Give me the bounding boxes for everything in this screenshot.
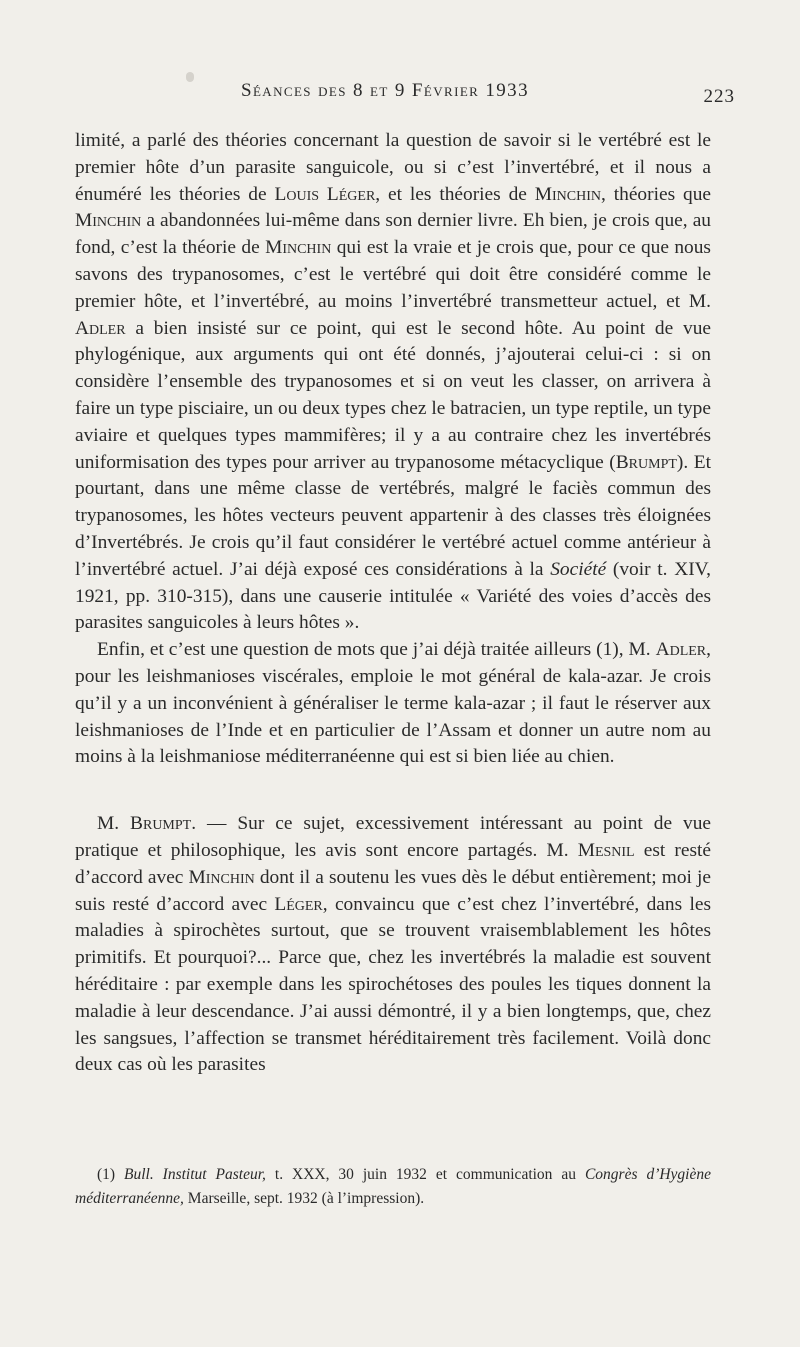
footnote-segment: Bull. Institut Pasteur,	[124, 1166, 266, 1183]
paragraph-segment: Minchin	[534, 183, 602, 205]
paragraph-segment: est resté d’accord avec	[75, 839, 712, 888]
page-header	[75, 80, 735, 114]
paragraph-segment: Léger	[274, 893, 323, 915]
paragraph-segment: Brumpt	[615, 451, 677, 473]
paragraph-3	[75, 811, 711, 1079]
footnote-segment: Marseille, sept. 1932 (à l’impression).	[183, 1190, 425, 1207]
footnotes	[75, 1163, 711, 1211]
paragraph-segment: , pour les leishmanioses viscérales, emploie le mot général de kala-azar. Je crois qu’il y a un inconvénient à généraliser le terme kala-azar ; il faut le réserver aux leishmanioses de l’Inde et en particulier de l’Assam et donner un autre nom au moins à la leishmaniose méditerranéenne qui est si bien liée au chien.	[75, 639, 711, 768]
paragraph-segment: a abandonnées lui-même dans son dernier livre. Eh bien, je crois que, au fond, c’est la théorie de	[75, 210, 711, 259]
paragraph-segment: Enfin, et c’est une question de mots que j’ai déjà traitée ailleurs (1), M.	[97, 639, 656, 661]
running-title: Séances des 8 et 9 Février 1933	[241, 80, 529, 101]
footnote-1	[75, 1163, 711, 1211]
paragraph-segment: ). Et pourtant, dans une même classe de vertébrés, malgré le faciès commun des trypanosomes, les hôtes vecteurs peuvent appartenir à des classes très éloignées d’Invertébrés. Je crois qu’il faut considérer le vertébré actuel comme antérieur à l’invertébré actuel. J’ai déjà exposé ces considérations à la	[75, 451, 711, 580]
paragraph-segment: qui est la vraie et je crois que, pour ce que nous savons des trypanosomes, c’est le vertébré qui doit être considéré comme le premier hôte, et l’invertébré, au moins l’invertébré transmetteur actuel, et M.	[75, 237, 711, 312]
body-text	[75, 128, 711, 1079]
paragraph-segment: Minchin	[265, 237, 332, 259]
paragraph-segment: limité, a parlé des théories concernant la question de savoir si le vertébré est le premier hôte d’un parasite sanguicole, ou si c’est l’invertébré, et il nous a énuméré les théories de	[75, 130, 711, 205]
paragraph-segment: Société	[550, 558, 607, 580]
paragraph-segment: , convaincu que c’est chez l’invertébré, dans les maladies à spirochètes surtout, que se trouvent vraisemblablement les hôtes primitifs. Et pourquoi?... Parce que, chez les invertébrés la maladie est souvent héréditaire : par exemple dans les spirochétoses des poules les tiques donnent la maladie à leur descendance. J’ai aussi démontré, il y a bien longtemps, que, chez les sangsues, l’affection se transmet héréditairement très facilement. Voilà donc deux cas où les parasites	[75, 893, 711, 1076]
paragraph-1	[75, 128, 711, 637]
paragraph-segment: Adler	[655, 639, 707, 661]
paragraph-segment: Minchin	[188, 866, 255, 888]
page-number: 223	[703, 86, 735, 107]
footnote-segment: Congrès d’Hygiène méditerranéenne,	[75, 1166, 711, 1207]
paragraph-segment: , et les théories de	[375, 183, 535, 205]
paragraph-segment: Louis Léger	[274, 183, 376, 205]
paragraph-segment: . — Sur ce sujet, excessivement intéressant au point de vue pratique et philosophique, les avis sont encore partagés. M.	[75, 813, 711, 861]
footnote-segment: (1)	[97, 1166, 125, 1183]
paragraph-segment: Minchin	[75, 210, 142, 232]
paragraph-segment: (voir t. XIV, 1921, pp. 310-315), dans une causerie intitulée « Variété des voies d’accès des parasites sanguicoles à leurs hôtes ».	[75, 558, 711, 634]
paragraph-segment: Brumpt	[130, 813, 192, 835]
footnote-segment: t. XXX, 30 juin 1932 et communication au	[265, 1166, 585, 1183]
paragraph-segment: a bien insisté sur ce point, qui est le second hôte. Au point de vue phylogénique, aux arguments qui ont été donnés, j’ajouterai celui-ci : si on considère l’ensemble des trypanosomes et si on veut les classer, on arrivera à faire un type pisciaire, un ou deux types chez le batracien, un type reptile, un type aviaire et quelques types mammifères; il y a au contraire chez les invertébrés uniformisation des types pour arriver au trypanosome métacyclique (	[75, 317, 711, 473]
paragraph-segment: , théories que	[601, 183, 711, 205]
paragraph-spacer	[75, 771, 711, 811]
paragraph-segment: dont il a soutenu les vues dès le début entièrement; moi je suis resté d’accord avec	[75, 866, 712, 915]
paragraph-2	[75, 637, 711, 771]
paragraph-segment: M.	[97, 813, 131, 835]
paragraph-segment: Adler	[75, 317, 126, 339]
paragraph-segment: Mesnil	[577, 839, 635, 861]
